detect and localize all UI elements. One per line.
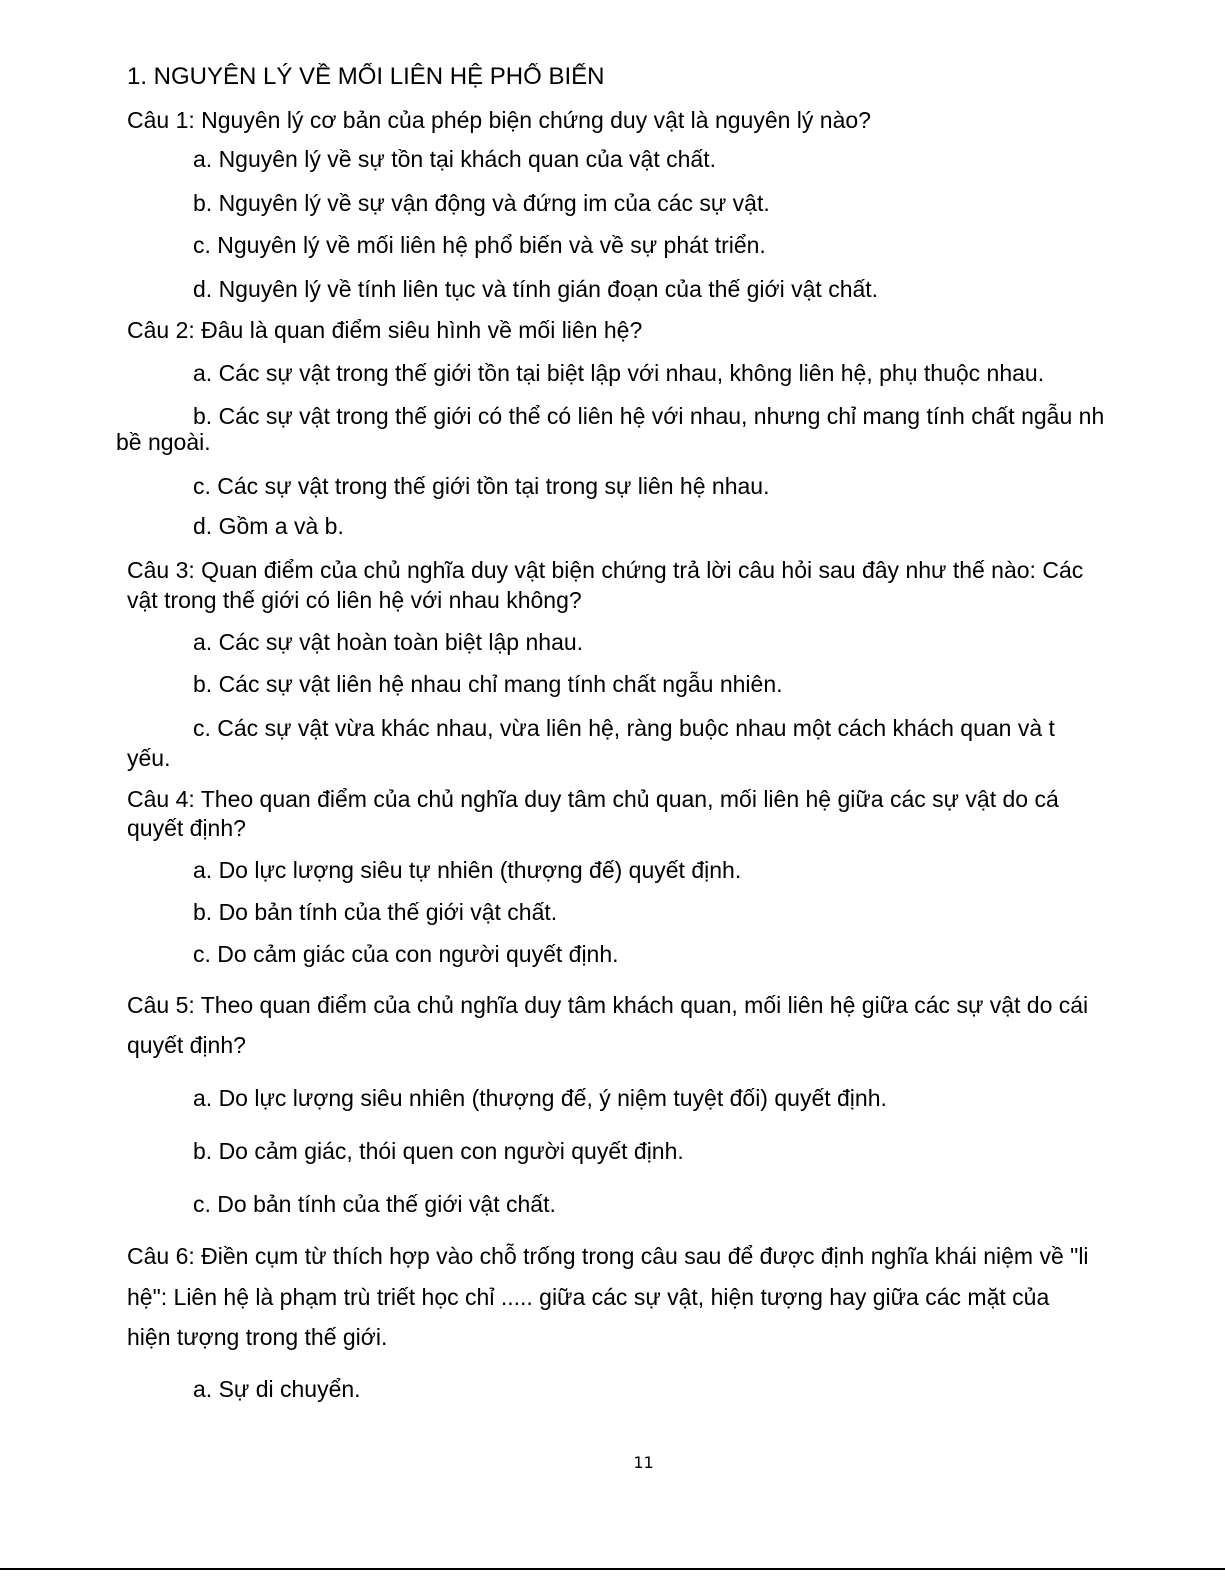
question-6-continued-2: hiện tượng trong thế giới. bbox=[127, 1324, 388, 1350]
question-3: Câu 3: Quan điểm của chủ nghĩa duy vật biện chứng trả lời câu hỏi sau đây như thế nào: Các bbox=[127, 557, 1084, 583]
q3-option-a: a. Các sự vật hoàn toàn biệt lập nhau. bbox=[193, 629, 584, 655]
question-1: Câu 1: Nguyên lý cơ bản của phép biện chứng duy vật là nguyên lý nào? bbox=[127, 107, 871, 133]
question-4-continued: quyết định? bbox=[127, 815, 246, 841]
question-5: Câu 5: Theo quan điểm của chủ nghĩa duy tâm khách quan, mối liên hệ giữa các sự vật do cái bbox=[127, 992, 1089, 1018]
question-6-continued: hệ": Liên hệ là phạm trù triết học chỉ ..... giữa các sự vật, hiện tượng hay giữa các mặt của bbox=[127, 1284, 1050, 1310]
q3-option-b: b. Các sự vật liên hệ nhau chỉ mang tính chất ngẫu nhiên. bbox=[193, 671, 783, 697]
q2-option-c: c. Các sự vật trong thế giới tồn tại trong sự liên hệ nhau. bbox=[193, 473, 770, 499]
q5-option-b: b. Do cảm giác, thói quen con người quyết định. bbox=[193, 1138, 684, 1164]
q2-option-b: b. Các sự vật trong thế giới có thể có liên hệ với nhau, nhưng chỉ mang tính chất ngẫu nh bbox=[193, 403, 1105, 429]
q3-option-c-continued: yếu. bbox=[127, 745, 171, 771]
question-6: Câu 6: Điền cụm từ thích hợp vào chỗ trống trong câu sau để được định nghĩa khái niệm về "li bbox=[127, 1243, 1089, 1269]
q1-option-a: a. Nguyên lý về sự tồn tại khách quan của vật chất. bbox=[193, 146, 716, 172]
section-title: 1. NGUYÊN LÝ VỀ MỐI LIÊN HỆ PHỔ BIẾN bbox=[127, 63, 605, 90]
q1-option-d: d. Nguyên lý về tính liên tục và tính gián đoạn của thế giới vật chất. bbox=[193, 276, 879, 302]
q1-option-b: b. Nguyên lý về sự vận động và đứng im của các sự vật. bbox=[193, 190, 770, 216]
q5-option-a: a. Do lực lượng siêu nhiên (thượng đế, ý niệm tuyệt đối) quyết định. bbox=[193, 1085, 887, 1111]
question-3-continued: vật trong thế giới có liên hệ với nhau không? bbox=[127, 587, 582, 613]
bottom-divider bbox=[0, 1568, 1225, 1570]
q1-option-c: c. Nguyên lý về mối liên hệ phổ biến và về sự phát triển. bbox=[193, 232, 766, 258]
q4-option-c: c. Do cảm giác của con người quyết định. bbox=[193, 941, 619, 967]
q2-option-b-continued: bề ngoài. bbox=[116, 429, 211, 455]
q2-option-a: a. Các sự vật trong thế giới tồn tại biệt lập với nhau, không liên hệ, phụ thuộc nhau. bbox=[193, 360, 1045, 386]
question-4: Câu 4: Theo quan điểm của chủ nghĩa duy tâm chủ quan, mối liên hệ giữa các sự vật do cá bbox=[127, 786, 1059, 812]
question-2: Câu 2: Đâu là quan điểm siêu hình về mối liên hệ? bbox=[127, 317, 643, 343]
page-number: 11 bbox=[633, 1453, 654, 1472]
question-5-continued: quyết định? bbox=[127, 1032, 246, 1058]
q4-option-b: b. Do bản tính của thế giới vật chất. bbox=[193, 899, 558, 925]
q5-option-c: c. Do bản tính của thế giới vật chất. bbox=[193, 1191, 556, 1217]
q2-option-d: d. Gồm a và b. bbox=[193, 513, 344, 539]
q4-option-a: a. Do lực lượng siêu tự nhiên (thượng đế) quyết định. bbox=[193, 857, 742, 883]
q6-option-a: a. Sự di chuyển. bbox=[193, 1376, 361, 1402]
q3-option-c: c. Các sự vật vừa khác nhau, vừa liên hệ, ràng buộc nhau một cách khách quan và t bbox=[193, 715, 1055, 741]
